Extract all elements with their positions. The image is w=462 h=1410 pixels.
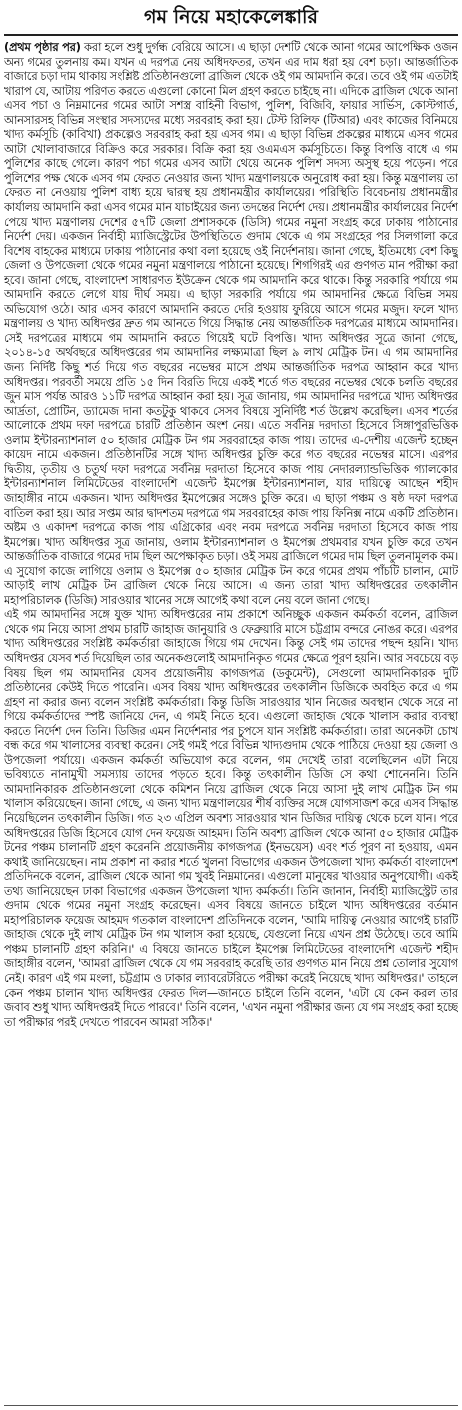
article-paragraph-2: এই গম আমদানির সঙ্গে যুক্ত খাদ্য অধিদপ্তরের নাম প্রকাশে অনিচ্ছুক একজন কর্মকর্তা বলেন, ব্রাজিল থেকে গম নিয়ে আসা প্রথম চারটি জাহাজ জানুয়ারি ও ফেব্রুয়ারি মাসে চট্টগ্রাম বন্দরে নোঙর করে। এরপর খাদ্য অধিদপ্তরের সংশ্লিষ্ট কর্মকর্তারা জাহাজে গিয়ে গম দেখেন। কিন্তু সেই গম তাদের পছন্দ হয়নি। খাদ্য অধিদপ্তর যেসব শর্ত দিয়েছিল তার অনেকগুলোই আমদানিকৃত গমের ক্ষেত্রে পূরণ হয়নি। আর সবচেয়ে বড় বিষয় ছিল গম আমদানির যেসব প্রয়োজনীয় কাগজপত্র (ডকুমেন্ট), সেগুলো আমদানিকারক দুটি প্রতিষ্ঠানের কেউই দিতে পারেনি। এসব বিষয় খাদ্য অধিদপ্তরের তৎকালীন ডিজিকে অবহিত করে এ গম গ্রহণ না করার জন্য বলেন সংশ্লিষ্ট কর্মকর্তারা। কিন্তু ডিজি সারওয়ার খান নিজের অবস্থান থেকে সরে না গিয়ে কর্মকর্তাদের স্পষ্ট জানিয়ে দেন, এ গমই নিতে হবে। এগুলো জাহাজ থেকে খালাস করার ব্যবস্থা করতে নির্দেশ দেন তিনি। ডিজির এমন নির্দেশনার পর চুপসে যান সংশ্লিষ্ট কর্মকর্তারা। তারা অনেকটা চোখ বন্ধ করে গম খালাসের ব্যবস্থা করেন। সেই গমই পরে বিভিন্ন খাদ্যগুদাম থেকে পাঠিয়ে দেওয়া হয় জেলা ও উপজেলা পর্যায়ে। একজন কর্মকর্তা অভিযোগ করে বলেন, গম দেখেই তারা বলেছিলেন এটা নিয়ে ভবিষ্যতে নানামুখী সমস্যায় তাদের পড়তে হবে। কিন্তু তৎকালীন ডিজি সে কথা শোনেননি। তিনি আমদানিকারক প্রতিষ্ঠানগুলো থেকে কমিশন নিয়ে ব্রাজিল থেকে নিয়ে আসা দুই লাখ মেট্রিক টন গম খালাস করিয়েছেন। জানা গেছে, এ জন্য খাদ্য মন্ত্রণালয়ের শীর্ষ ব্যক্তির সঙ্গে যোগসাজশ করে এসব সিদ্ধান্ত নিয়েছিলেন তৎকালীন ডিজি। গত ২৩ এপ্রিল অবশ্য সারওয়ার খান ডিজির দায়িত্ব থেকে চলে যান। পরে অধিদপ্তরের ডিজি হিসেবে যোগ দেন ফয়েজ আহমদ। তিনি অবশ্য ব্রাজিল থেকে আনা ৫০ হাজার মেট্রিক টনের পঞ্চম চালানটি গ্রহণ করেননি প্রয়োজনীয় কাগজপত্র (ইনভয়েস) এবং শর্ত পূরণ না হওয়ায়, এমন কথাই জানিয়েছেন। নাম প্রকাশ না করার শর্তে খুলনা বিভাগের একজন উপজেলা খাদ্য কর্মকর্তা বাংলাদেশ প্রতিদিনকে বলেন, ব্রাজিল থেকে আনা গম খুবই নিম্নমানের। এগুলো মানুষের খাওয়ার অনুপযোগী। একই তথ্য জানিয়েছেন ঢাকা বিভাগের একজন উপজেলা খাদ্য কর্মকর্তা। তিনি জানান, নির্বাহী ম্যাজিস্ট্রেট তার গুদাম থেকে গমের নমুনা সংগ্রহ করেছেন। এসব বিষয়ে জানতে চাইলে খাদ্য অধিদপ্তরের বর্তমান মহাপরিচালক ফয়েজ আহমদ গতকাল বাংলাদেশ প্রতিদিনকে বলেন, 'আমি দায়িত্ব নেওয়ার আগেই চারটি জাহাজ থেকে দুই লাখ মেট্রিক টন গম খালাস করা হয়েছে, যেগুলো নিয়ে এখন প্রশ্ন উঠেছে। তবে আমি পঞ্চম চালানটি গ্রহণ করিনি।' এ বিষয়ে জানতে চাইলে ইমপেক্স লিমিটেডের বাংলাদেশি এজেন্ট শহীদ জাহাঙ্গীর বলেন, 'আমরা ব্রাজিল থেকে যে গম সরবরাহ করেছি তার গুণগত মান নিয়ে প্রশ্ন তোলার সুযোগ নেই। কারণ এই গম মংলা, চট্টগ্রাম ও ঢাকার ল্যাবরেটরিতে পরীক্ষা করেই নিয়েছে খাদ্য অধিদপ্তর।' তাহলে কেন পঞ্চম চালান খাদ্য অধিদপ্তর ফেরত দিল—জানতে চাইলে তিনি বলেন, 'এটা যে কেন করল তার জবাব শুধু খাদ্য অধিদপ্তরই দিতে পারবে।' তিনি বলেন, 'এখন নমুনা পরীক্ষার জন্য যে গম সংগ্রহ করা হচ্ছে তা পরীক্ষার পরই দেখতে পারবেন আমরা সঠিক।': [4, 607, 458, 1029]
news-article-clipping: [4, 4, 458, 1406]
bottom-rule: [4, 1405, 458, 1406]
article-paragraph-1: [4, 40, 458, 607]
paragraph-1-text: করা হলে শুধু দুর্গন্ধ বেরিয়ে আসে। এ ছাড়া দেশটি থেকে আনা গমের আপেক্ষিক ওজন অন্য গমের তুলনায় কম। যখন এ দরপত্র নেয় অধিদফতর, তখন এর দাম ধরা হয় বেশ চড়া। আন্তর্জাতিক বাজারে চড়া দাম থাকায় সংশ্লিষ্ট প্রতিষ্ঠানগুলো ব্রাজিল থেকে ওই গম আমদানি করে। তবে ওই গম এতটাই খারাপ যে, আটায় পরিণত করতে এগুলো কোনো মিল গ্রহণ করতে চাইছে না। এদিকে ব্রাজিল থেকে আনা এসব পচা ও নিম্নমানের গমের আটা সশস্ত্র বাহিনী বিভাগ, পুলিশ, বিজিবি, ফায়ার সার্ভিস, কোস্টগার্ড, আনসারসহ বিভিন্ন সংস্থার সদস্যদের মধ্যে সরবরাহ করা হয়। টেস্ট রিলিফ (টিআর) এবং কাজের বিনিময়ে খাদ্য কর্মসূচি (কাবিখা) প্রকল্পেও সরবরাহ করা হয় এসব গম। এ ছাড়া বিভিন্ন প্রকল্পের মাধ্যমে এসব গমের আটা খোলাবাজারে বিক্রিও করে সরকার। বিক্রি করা হয় ওএমএস কর্মসূচিতে। কিন্তু বিপত্তি বাধে এ গম পুলিশের কাছে গেলে। কারণ পচা গমের এসব আটা থেয়ে অনেক পুলিশ সদস্য অসুস্থ হয়ে পড়েন। পরে পুলিশের পক্ষ থেকে এসব গম ফেরত নেওয়ার জন্য খাদ্য মন্ত্রণালয়কে অনুরোধ করা হয়। কিন্তু মন্ত্রণালয় তা ফেরত না নেওয়ায় পুলিশ বাধ্য হয়ে দ্বারস্থ হয় প্রধানমন্ত্রীর কার্যালয়ের। পরিস্থিতি বিবেচনায় প্রধানমন্ত্রীর কার্যালয় আমদানি করা এসব গমের মান যাচাইয়ের জন্য তদন্তের নির্দেশ দেয়। প্রধানমন্ত্রীর কার্যালয়ের নির্দেশ পেয়ে খাদ্য মন্ত্রণালয় দেশের ৫৭টি জেলা প্রশাসককে (ডিসি) গমের নমুনা সংগ্রহ করে ঢাকায় পাঠানোর নির্দেশ দেয়। একজন নির্বাহী ম্যাজিস্ট্রেটের উপস্থিতিতে গুদাম থেকে এ গম সংগ্রহের পর সিলগালা করে বিশেষ বাহকের মাধ্যমে ঢাকায় পাঠানোর কথা বলা হয়েছে ওই নির্দেশনায়। জানা গেছে, ইতিমধ্যে বেশ কিছু জেলা ও উপজেলা থেকে গমের নমুনা মন্ত্রণালয়ে পাঠানো হয়েছে। শিগগিরই এর গুণগত মান পরীক্ষা করা হবে। জানা গেছে, বাংলাদেশ সাধারণত ইউক্রেন থেকে গম আমদানি করে থাকে। কিন্তু সরকারি পর্যায়ে গম আমদানি করতে লেগে যায় দীর্ঘ সময়। এ ছাড়া সরকারি পর্যায়ে গম আমদানির ক্ষেত্রে বিভিন্ন সময় অভিযোগ ওঠে। আর এসব কারণে আমদানি করতে দেরি হওয়ায় ফুরিয়ে আসে গমের মজুদ। ফলে খাদ্য মন্ত্রণালয় ও খাদ্য অধিদপ্তর দ্রুত গম আনতে গিয়ে সিদ্ধান্ত নেয় আন্তর্জাতিক দরপত্রের মাধ্যমে আমদানির। সেই দরপত্রের মাধ্যমে গম আমদানি করতে গিয়েই ঘটে বিপত্তি। খাদ্য অধিদপ্তর সূত্রে জানা গেছে, ২০১৪-১৫ অর্থবছরে অধিদপ্তরের গম আমদানির লক্ষ্যমাত্রা ছিল ৯ লাখ মেট্রিক টন। এ গম আমদানির জন্য নির্দিষ্ট কিছু শর্ত দিয়ে গত বছরের নভেম্বর মাসে প্রথম আন্তর্জাতিক দরপত্র আহ্বান করে খাদ্য অধিদপ্তর। পরবর্তী সময়ে প্রতি ১৫ দিন বিরতি দিয়ে একই শর্তে গত বছরের নভেম্বর থেকে চলতি বছরের জুন মাস পর্যন্ত আরও ১১টি দরপত্র আহ্বান করা হয়। সূত্র জানায়, গম আমদানির দরপত্রে খাদ্য অধিদপ্তর আর্দ্রতা, প্রোটিন, ড্যামেজ দানা কতটুকু থাকবে সেসব বিষয়ে সুনির্দিষ্ট শর্ত উল্লেখ করেছিল। এসব শর্তের আলোকে প্রথম দফা দরপত্রে চারটি প্রতিষ্ঠান অংশ নেয়। এতে সর্বনিম্ন দরদাতা হিসেবে সিঙ্গাপুরভিত্তিক ওলাম ইন্টারন্যাশনাল ৫০ হাজার মেট্রিক টন গম সরবরাহের কাজ পায়। তাদের এ-দেশীয় এজেন্ট হচ্ছেন কায়েদ নামে একজন। প্রতিষ্ঠানটির সঙ্গে খাদ্য অধিদপ্তর চুক্তি করে গত বছরের নভেম্বর মাসে। এরপর দ্বিতীয়, তৃতীয় ও চতুর্থ দফা দরপত্রে সর্বনিম্ন দরদাতা হিসেবে কাজ পায় নেদারল্যান্ডভিত্তিক গ্যালকোর ইন্টারন্যাশনাল লিমিটেডের বাংলাদেশি এজেন্ট ইমপেক্স ইন্টারন্যাশনাল, যার দায়িত্বে আছেন শহীদ জাহাঙ্গীর নামে একজন। খাদ্য অধিদপ্তর ইমপেক্সের সঙ্গেও চুক্তি করে। এ ছাড়া পঞ্চম ও ষষ্ঠ দফা দরপত্র বাতিল করা হয়। আর সপ্তম আর দ্বাদশতম দরপত্রে গম সরবরাহের কাজ পায় ফিনিক্স নামে একটি প্রতিষ্ঠান। অষ্টম ও একাদশ দরপত্রে কাজ পায় এগ্রিকোর এবং নবম দরপত্রে সর্বনিম্ন দরদাতা হিসেবে কাজ পায় ইমপেক্স। খাদ্য অধিদপ্তর সূত্র জানায়, ওলাম ইন্টারন্যাশনাল ও ইমপেক্স প্রথমবার যখন চুক্তি করে তখন আন্তর্জাতিক বাজারে গমের দাম ছিল অপেক্ষাকৃত চড়া। ওই সময় ব্রাজিলে গমের দাম ছিল তুলনামূলক কম। এ সুযোগ কাজে লাগিয়ে ওলাম ও ইমপেক্স ৫০ হাজার মেট্রিক টন করে গমের প্রথম পাঁচটি চালান, মোট আড়াই লাখ মেট্রিক টন ব্রাজিল থেকে নিয়ে আসে। এ জন্য তারা খাদ্য অধিদপ্তরের তৎকালীন মহাপরিচালক (ডিজি) সারওয়ার খানের সঙ্গে আগেই কথা বলে নেয় বলে জানা গেছে।: [4, 40, 458, 607]
continued-from-label: (প্রথম পৃষ্ঠার পর): [4, 40, 81, 54]
article-headline: গম নিয়ে মহাকেলেঙ্কারি: [4, 4, 458, 36]
article-body: [4, 40, 458, 1406]
